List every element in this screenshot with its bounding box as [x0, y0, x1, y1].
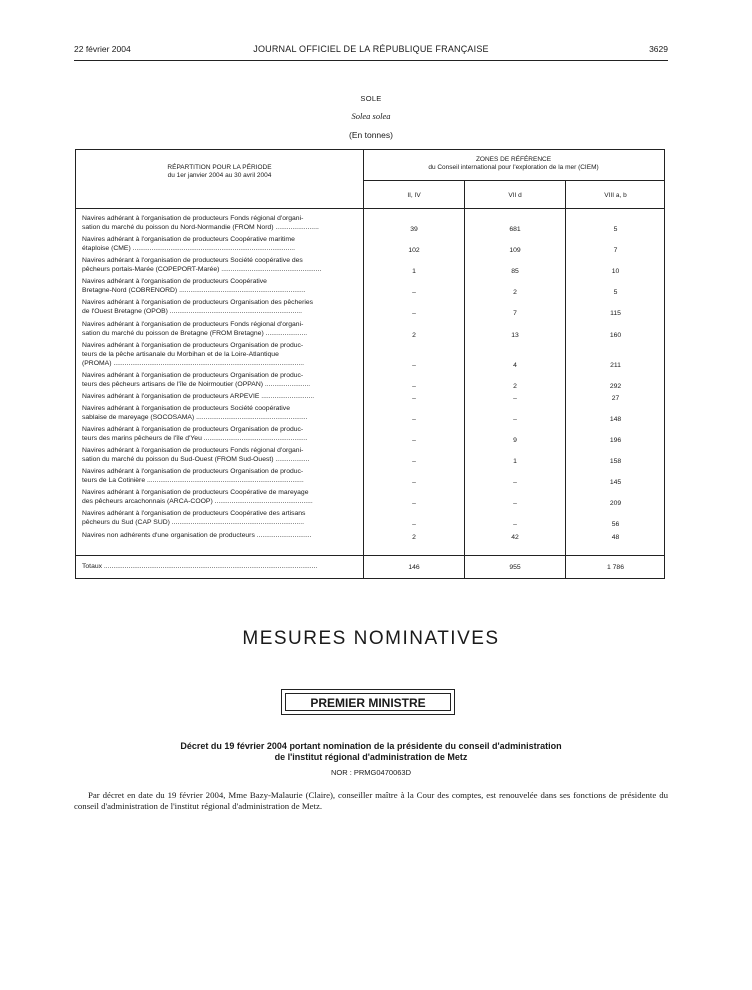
- table-cell: 102: [408, 247, 420, 255]
- row-label-line: teurs des pêcheurs artisans de l'île de Noirmoutier (OPPAN) ........................: [82, 380, 311, 388]
- decree-title-line: de l'institut régional d'administration de Metz: [274, 752, 468, 762]
- species-name: SOLE: [360, 94, 382, 103]
- column-header: II, IV: [407, 192, 421, 199]
- table-row-label: [82, 298, 363, 316]
- table-cell: 209: [609, 500, 622, 508]
- table-cell: 56: [611, 521, 620, 529]
- header-divider: [363, 180, 664, 181]
- table-cell: 145: [609, 479, 622, 487]
- unit-label: (En tonnes): [349, 130, 393, 140]
- row-label-line: Navires adhérant à l'organisation de producteurs Coopérative maritime: [82, 236, 295, 244]
- table-cell: 292: [609, 382, 622, 390]
- period-header-line: du 1er janvier 2004 au 30 avril 2004: [167, 172, 272, 179]
- table-row-label: [82, 531, 363, 540]
- table-cell: 148: [609, 415, 622, 423]
- table-cell: 39: [410, 226, 418, 233]
- decree-title: [74, 741, 668, 763]
- row-label-line: de l'Ouest Bretagne (OPOB) ......................................................................: [82, 308, 302, 316]
- table-cell: 42: [511, 533, 519, 541]
- totals-label: Totaux .................................................................................................................: [82, 563, 318, 570]
- zones-header-line: ZONES DE RÉFÉRENCE: [475, 156, 552, 163]
- zones-header-line: du Conseil international pour l'exploration de la mer (CIEM): [428, 164, 599, 171]
- table-row-label: [82, 446, 363, 464]
- table-cell: –: [412, 479, 416, 487]
- table-cell: 48: [611, 533, 620, 541]
- row-label-line: teurs des marins pêcheurs de l'île d'Yeu .......................................................: [82, 435, 308, 442]
- table-cell: 2: [513, 289, 517, 297]
- table-row-label: [82, 235, 363, 253]
- row-label-line: sablaise de mareyage (SOCOSAMA) ...........................................................: [82, 413, 308, 421]
- table-cell: –: [412, 458, 416, 466]
- table-cell: 681: [509, 226, 521, 233]
- table-cell: –: [513, 415, 517, 423]
- row-label-line: sation du marché du poisson de Bretagne (FROM Bretagne) ......................: [82, 329, 308, 337]
- row-label-line: Bretagne-Nord (COBRENORD) ...................................................................: [82, 287, 306, 295]
- zones-header: [363, 156, 664, 172]
- table-row-label: [82, 214, 363, 232]
- table-row-label: [82, 488, 363, 506]
- table-row-label: [82, 341, 363, 368]
- table-cell: 5: [613, 289, 618, 297]
- row-label-line: des pêcheurs arcachonnais (ARCA-COOP) ....................................................: [82, 498, 313, 506]
- row-label-line: (PROMA) .....................................................................................................: [82, 359, 305, 367]
- species-latin-name: Solea solea: [351, 111, 391, 121]
- table-cell: 1: [412, 268, 416, 276]
- table-cell: 160: [609, 331, 622, 339]
- row-label-line: Navires adhérant à l'organisation de producteurs Organisation des pêcheries: [82, 299, 314, 307]
- table-cell: 7: [513, 310, 517, 318]
- page-number: 3629: [649, 44, 668, 54]
- table-cell: 2: [412, 331, 416, 339]
- table-cell: –: [513, 521, 517, 529]
- period-header-line: RÉPARTITION POUR LA PÉRIODE: [167, 164, 272, 171]
- row-label-line: sation du marché du poisson du Sud-Ouest (FROM Sud-Ouest) ..................: [82, 456, 310, 464]
- table-row-label: [82, 371, 363, 389]
- header-bottom-rule: [76, 208, 664, 209]
- table-cell: 13: [511, 331, 519, 339]
- table-cell: –: [513, 479, 517, 487]
- table-cell: 10: [611, 268, 620, 276]
- table-row-label: [82, 256, 363, 274]
- row-label-line: Navires adhérant à l'organisation de producteurs Organisation de produc-: [82, 426, 304, 433]
- row-label-line: sation du marché du poisson du Nord-Normandie (FROM Nord) .......................: [82, 224, 319, 231]
- period-header: [76, 164, 363, 180]
- table-cell: 4: [513, 361, 517, 369]
- table-cell: –: [513, 394, 517, 402]
- table-cell: 115: [610, 310, 621, 318]
- table-row-label: [82, 392, 363, 401]
- table-cell: 27: [611, 394, 620, 402]
- table-cell: –: [412, 361, 416, 369]
- row-label-line: Navires adhérant à l'organisation de producteurs Coopérative de mareyage: [82, 489, 309, 497]
- column-divider: [464, 180, 465, 578]
- row-label-line: teurs de La Cotinière ...................................................................................: [82, 477, 304, 485]
- table-cell: –: [412, 289, 416, 297]
- row-label-line: Navires non adhérents d'une organisation de producteurs .............................: [82, 531, 312, 539]
- row-label-line: Navires adhérant à l'organisation de producteurs Fonds régional d'organi-: [82, 215, 304, 222]
- row-label-line: teurs de la pêche artisanale du Morbihan et de la Loire-Atlantique: [82, 350, 279, 358]
- decree-title-line: Décret du 19 février 2004 portant nomination de la présidente du conseil d'administration: [180, 741, 562, 751]
- nor-reference: NOR : PRMG0470063D: [330, 768, 412, 777]
- table-row-label: [82, 425, 363, 443]
- column-header: VIII a, b: [604, 192, 627, 199]
- table-cell: 85: [511, 268, 519, 276]
- header-rule: [74, 60, 668, 61]
- row-label-line: Navires adhérant à l'organisation de producteurs Organisation de produc-: [82, 341, 304, 349]
- table-cell: 211: [610, 361, 621, 369]
- ministry-box: [281, 689, 455, 715]
- section-title: MESURES NOMINATIVES: [242, 628, 500, 649]
- row-label-line: Navires adhérant à l'organisation de producteurs Coopérative des artisans: [82, 510, 306, 518]
- row-label-line: Navires adhérant à l'organisation de producteurs Coopérative: [82, 278, 267, 286]
- table-cell: –: [412, 437, 416, 444]
- table-cell: –: [412, 394, 416, 402]
- issue-date: 22 février 2004: [74, 44, 131, 54]
- table-row-label: [82, 320, 363, 338]
- page-header: [74, 42, 668, 58]
- table-row-label: [82, 277, 363, 295]
- table-cell: –: [412, 500, 416, 508]
- table-cell: –: [412, 415, 416, 423]
- row-label-line: Navires adhérant à l'organisation de producteurs Organisation de produc-: [82, 468, 304, 476]
- table-cell: –: [412, 521, 416, 529]
- table-cell: 109: [509, 247, 521, 255]
- table-cell: 2: [412, 533, 416, 541]
- total-value: 1 786: [606, 564, 624, 571]
- table-cell: –: [412, 310, 416, 318]
- row-label-line: Navires adhérant à l'organisation de producteurs Fonds régional d'organi-: [82, 447, 304, 455]
- journal-title: JOURNAL OFFICIEL DE LA RÉPUBLIQUE FRANÇAISE: [253, 44, 489, 54]
- decree-body: Par décret en date du 19 février 2004, Mme Bazy-Malaurie (Claire), conseiller maître à la Cour des comptes, est renouvelée dans ses fonctions de présidente du conseil d'administration de l'institut régional d'administration de Metz.: [74, 790, 668, 811]
- row-label-line: Navires adhérant à l'organisation de producteurs Société coopérative: [82, 404, 290, 412]
- table-cell: 5: [613, 226, 618, 233]
- table-cell: 9: [513, 437, 517, 444]
- table-cell: 2: [513, 382, 517, 390]
- row-label-line: pêcheurs du Sud (CAP SUD) ......................................................................: [82, 519, 304, 527]
- table-cell: 158: [609, 458, 622, 466]
- table-cell: 1: [513, 458, 517, 466]
- row-label-line: étaploise (CME) ......................................................................................: [82, 245, 296, 253]
- row-label-line: Navires adhérant à l'organisation de producteurs Organisation de produc-: [82, 371, 304, 379]
- table-cell: –: [412, 382, 416, 390]
- table-cell: 196: [609, 437, 622, 444]
- quota-table: [75, 149, 665, 579]
- table-cell: 7: [613, 247, 618, 255]
- row-label-line: Navires adhérant à l'organisation de producteurs Société coopérative des: [82, 257, 303, 265]
- row-label-line: pêcheurs portais-Marée (COPEPORT-Marée) .....................................................: [82, 266, 322, 274]
- total-value: 955: [509, 564, 521, 571]
- column-header: VII d: [508, 192, 522, 199]
- table-row-label: [82, 404, 363, 422]
- table-cell: –: [513, 500, 517, 508]
- total-value: 146: [408, 564, 420, 571]
- column-divider: [565, 180, 566, 578]
- table-row-label: [82, 509, 363, 527]
- ministry-name: PREMIER MINISTRE: [285, 693, 451, 711]
- row-label-line: Navires adhérant à l'organisation de producteurs Fonds régional d'organi-: [82, 320, 304, 328]
- totals-rule: [76, 555, 664, 556]
- table-row-label: [82, 467, 363, 485]
- row-label-line: Navires adhérant à l'organisation de producteurs ARPEVIE ............................: [82, 392, 315, 400]
